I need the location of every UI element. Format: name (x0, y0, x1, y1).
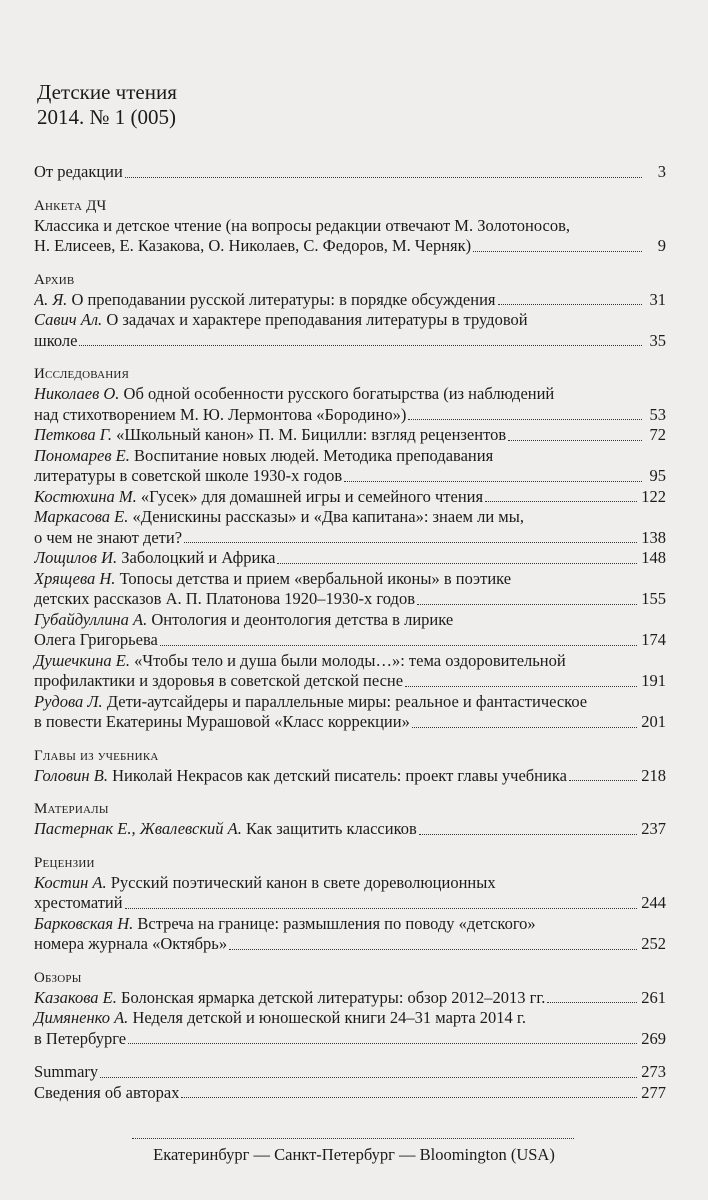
toc-entry[interactable] (34, 446, 666, 487)
entry-title-line: над стихотворением М. Ю. Лермонтова «Бородино») (34, 404, 407, 424)
dot-leader (344, 480, 642, 482)
section-title: Архив (34, 271, 75, 288)
toc-entry[interactable] (34, 162, 666, 183)
page-number: 95 (649, 466, 666, 485)
page-number: 31 (649, 289, 666, 309)
table-of-contents (34, 162, 666, 1103)
toc-section (34, 270, 666, 352)
toc-entry[interactable] (34, 569, 666, 610)
page-number: 218 (641, 765, 666, 785)
entry-title-line: Об одной особенности русского богатырства (из наблюдений (123, 384, 555, 403)
page-number: 191 (641, 671, 666, 690)
entry-author: Савич Ал. (34, 310, 103, 329)
page-number: 237 (641, 819, 666, 838)
entry-author: Петкова Г. (34, 425, 112, 444)
toc-section (34, 746, 666, 787)
entry-title-line: О задачах и характере преподавания литературы в трудовой (106, 310, 528, 329)
entry-author: Казакова Е. (34, 987, 117, 1007)
toc-section (34, 1062, 666, 1103)
dot-leader (547, 1001, 637, 1003)
toc-section (34, 364, 666, 733)
toc-entry[interactable] (34, 819, 666, 840)
page-number: 273 (641, 1062, 666, 1081)
entry-title-line: Топосы детства и прием «вербальной иконы» в поэтике (119, 568, 512, 588)
toc-section (34, 853, 666, 955)
toc-entry[interactable] (34, 651, 666, 692)
dot-leader (412, 726, 637, 728)
entry-title-line: Как защитить классиков (246, 819, 417, 838)
entry-author: А. Я. (34, 289, 68, 309)
entry-author: Хрящева Н. (34, 568, 116, 588)
section-title: Обзоры (34, 969, 82, 986)
dot-leader (417, 603, 637, 605)
toc-entry[interactable] (34, 1083, 666, 1104)
page-number: 138 (641, 527, 666, 547)
entry-title-line: в повести Екатерины Мурашовой «Класс коррекции» (34, 712, 410, 731)
page-number: 53 (649, 404, 666, 424)
entry-title-line: о чем не знают дети? (34, 527, 183, 547)
toc-entry[interactable] (34, 310, 666, 351)
toc-entry[interactable] (34, 1008, 666, 1049)
dot-leader (473, 250, 642, 252)
dot-leader (229, 948, 637, 950)
page-number: 35 (649, 330, 666, 350)
entry-title-line: От редакции (34, 162, 123, 181)
toc-entry[interactable] (34, 507, 666, 548)
toc-entry[interactable] (34, 548, 666, 569)
dot-leader (405, 685, 637, 687)
entry-title-line: «Школьный канон» П. М. Бицилли: взгляд рецензентов (116, 425, 507, 444)
dot-leader (569, 779, 637, 781)
entry-author: Костин А. (34, 872, 107, 892)
entry-author: Лощилов И. (34, 548, 118, 567)
entry-title-line: номера журнала «Октябрь» (34, 934, 228, 953)
entry-author: Николаев О. (34, 384, 120, 403)
journal-issue: 2014. № 1 (005) (37, 105, 177, 129)
toc-entry[interactable] (34, 216, 666, 257)
dot-leader (485, 500, 637, 502)
entry-title-line: Summary (34, 1062, 99, 1081)
page-number: 174 (641, 630, 666, 649)
entry-author: Пастернак Е., Жвалевский А. (34, 819, 242, 838)
entry-title-line: школе (34, 330, 78, 350)
toc-entry[interactable] (34, 692, 666, 733)
entry-author: Костюхина М. (34, 486, 137, 506)
dot-leader (125, 176, 642, 178)
entry-author: Маркасова Е. (34, 507, 129, 526)
toc-section (34, 799, 666, 840)
entry-title-line: детских рассказов А. П. Платонова 1920–1930-х годов (34, 589, 415, 608)
entry-title-line: «Гусек» для домашней игры и семейного чтения (140, 486, 484, 506)
section-title: Исследования (34, 366, 130, 382)
dot-leader (408, 418, 642, 420)
page-number: 252 (641, 934, 666, 953)
entry-title-line: «Чтобы тело и душа были молоды…»: тема оздоровительной (134, 650, 566, 670)
toc-entry[interactable] (34, 1062, 666, 1083)
dot-leader (79, 344, 642, 346)
dot-leader (419, 833, 637, 835)
dot-leader (508, 439, 642, 441)
entry-author: Душечкина Е. (34, 650, 130, 670)
page-number: 155 (641, 589, 666, 608)
entry-title-line: Дети-аутсайдеры и параллельные миры: реальное и фантастическое (106, 691, 588, 711)
journal-header (37, 80, 177, 130)
dotted-divider (132, 1137, 574, 1139)
entry-title-line: литературы в советской школе 1930-х годов (34, 466, 343, 485)
section-title: Главы из учебника (34, 747, 159, 764)
section-title: Анкета ДЧ (34, 197, 107, 214)
entry-title-line: Болонская ярмарка детской литературы: обзор 2012–2013 гг. (121, 987, 546, 1007)
page-number: 122 (641, 486, 666, 506)
entry-title-line: Заболоцкий и Африка (121, 548, 276, 567)
entry-author: Рудова Л. (34, 691, 103, 711)
entry-title-line: Николай Некрасов как детский писатель: проект главы учебника (112, 765, 567, 785)
toc-section (34, 968, 666, 1050)
entry-title-line: Классика и детское чтение (на вопросы редакции отвечают М. Золотоносов, (34, 215, 570, 235)
entry-title-line: Сведения об авторах (34, 1082, 180, 1102)
dot-leader (181, 1096, 637, 1098)
page-number: 148 (641, 548, 666, 567)
toc-entry[interactable] (34, 610, 666, 651)
dot-leader (277, 562, 637, 564)
section-title: Рецензии (34, 854, 95, 871)
page-number: 277 (641, 1082, 666, 1102)
entry-author: Пономарев Е. (34, 445, 130, 465)
toc-entry[interactable] (34, 988, 666, 1009)
toc-entry[interactable] (34, 914, 666, 955)
page-number: 201 (641, 712, 666, 731)
page-number: 9 (657, 236, 666, 255)
toc-entry[interactable] (34, 766, 666, 787)
entry-title-line: О преподавании русской литературы: в порядке обсуждения (71, 289, 496, 309)
entry-author: Губайдуллина А. (34, 609, 148, 629)
toc-entry[interactable] (34, 873, 666, 914)
dot-leader (498, 303, 643, 305)
entry-title-line: хрестоматий (34, 893, 123, 912)
page-number: 244 (641, 893, 666, 912)
page-number: 269 (641, 1028, 666, 1048)
dot-leader (100, 1076, 637, 1078)
dot-leader (184, 541, 637, 543)
toc-entry[interactable] (34, 384, 666, 425)
entry-title-line: в Петербурге (34, 1028, 127, 1048)
toc-entry[interactable] (34, 290, 666, 311)
dot-leader (128, 1042, 637, 1044)
entry-title-line: Встреча на границе: размышления по поводу «детского» (137, 913, 536, 933)
entry-title-line: Воспитание новых людей. Методика преподавания (133, 445, 494, 465)
dot-leader (160, 644, 637, 646)
entry-title-line: Онтология и деонтология детства в лирике (151, 609, 454, 629)
page-number: 3 (657, 162, 666, 181)
entry-title-line: Олега Григорьева (34, 630, 158, 649)
dot-leader (125, 907, 638, 909)
publication-cities: Екатеринбург — Санкт-Петербург — Bloomington (USA) (153, 1145, 555, 1164)
page-number: 261 (641, 987, 666, 1007)
journal-title: Детские чтения (37, 80, 177, 104)
entry-title-line: Неделя детской и юношеской книги 24–31 марта 2014 г. (132, 1008, 526, 1027)
toc-entry[interactable] (34, 487, 666, 508)
toc-section (34, 162, 666, 183)
entry-author: Головин В. (34, 765, 108, 785)
page-number: 72 (649, 425, 666, 444)
entry-author: Димяненко А. (34, 1008, 129, 1027)
entry-title-line: профилактики и здоровья в советской детской песне (34, 671, 404, 690)
entry-author: Барковская Н. (34, 913, 134, 933)
toc-section (34, 196, 666, 257)
toc-entry[interactable] (34, 425, 666, 446)
section-title: Материалы (34, 801, 109, 817)
entry-title-line: Русский поэтический канон в свете дореволюционных (110, 872, 496, 892)
entry-title-line: «Денискины рассказы» и «Два капитана»: знаем ли мы, (132, 507, 524, 526)
entry-title-line: Н. Елисеев, Е. Казакова, О. Николаев, С. Федоров, М. Черняк) (34, 236, 472, 255)
